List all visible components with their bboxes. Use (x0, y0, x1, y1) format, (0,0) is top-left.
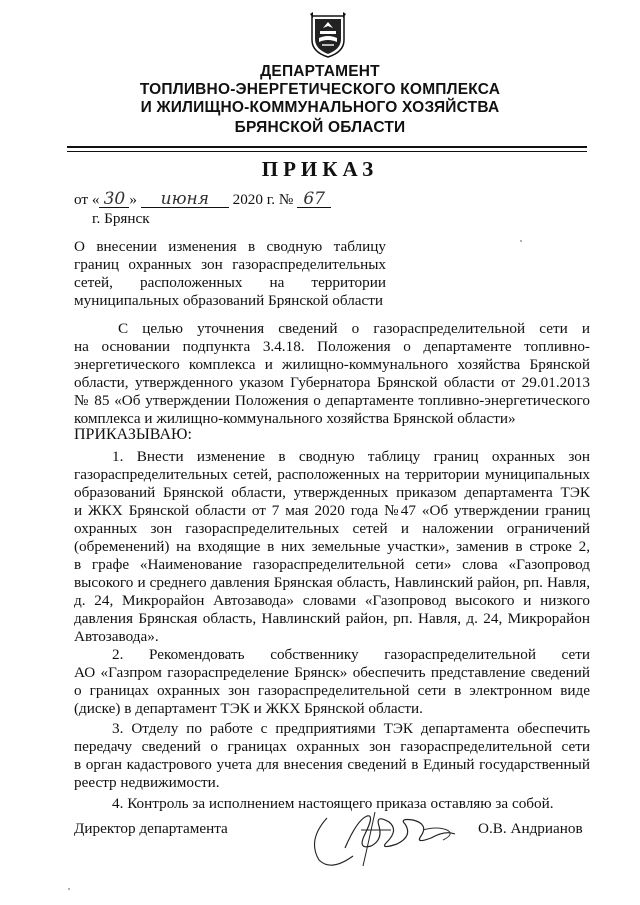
item-1-line: давления Брянская область, Навлинский район, рп. Навля, д. 24, Микрорайон (74, 610, 590, 627)
item-2-line: (диске) в департамент ТЭК и ЖКХ Брянской области. (74, 700, 423, 717)
preamble-line: С целью уточнения сведений о газораспределительной сети и (118, 320, 590, 337)
document-title: ПРИКАЗ (261, 157, 379, 181)
item-1-line: и ЖКХ Брянской области от 7 мая 2020 года №47 «Об утверждении границ (74, 502, 590, 519)
number-sign: № (278, 191, 294, 208)
item-3-line: 3. Отделу по работе с предприятиями ТЭК департамента обеспечить (112, 720, 590, 737)
item-1-line: газораспределительных сетей, расположенных на территории муниципальных (74, 466, 590, 483)
handwritten-day: 30 (99, 192, 129, 208)
date-prefix: от (74, 191, 89, 208)
director-label: Директор департамента (74, 820, 228, 837)
preamble-line: № 85 «Об утверждении Положения о департаменте топливно-энергетического (74, 392, 590, 409)
director-name: О.В. Андрианов (478, 820, 583, 837)
item-1-line: (обременений) на входящие в них земельные участки», заменив в строке 2, (74, 538, 590, 555)
department-name-line-2: ТОПЛИВНО-ЭНЕРГЕТИЧЕСКОГО КОМПЛЕКСА (139, 81, 501, 98)
item-2-line: о границах охранных зон газораспределительной сети в электронном виде (74, 682, 590, 699)
scan-speck (68, 888, 70, 890)
coat-of-arms-icon (309, 12, 347, 58)
quote-close: » (129, 191, 138, 208)
item-4-line: 4. Контроль за исполнением настоящего приказа оставляю за собой. (112, 795, 554, 812)
preamble-line: комплекса и жилищно-коммунального хозяйства Брянской области» (74, 410, 516, 427)
year: 2020 г. (232, 191, 276, 208)
item-1-line: охранных зон газораспределительных сетей и наложении ограничений (74, 520, 590, 537)
date-line (74, 191, 331, 209)
department-name-line-4: БРЯНСКОЙ ОБЛАСТИ (234, 119, 406, 136)
signature-icon (305, 800, 475, 872)
department-name-line-1: ДЕПАРТАМЕНТ (260, 63, 380, 80)
subject-line: сетей, расположенных на территории (74, 274, 386, 291)
item-3-line: передачу сведений о границах охранных зон газораспределительной сети (74, 738, 590, 755)
preamble-line: области, утвержденного указом Губернатора Брянской области от 29.01.2013 (74, 374, 590, 391)
subject-line: муниципальных образований Брянской области (74, 292, 384, 309)
handwritten-month: июня (141, 192, 229, 208)
item-3-line: реестр недвижимости. (74, 774, 220, 791)
item-1-line: Автозавода». (74, 628, 159, 645)
subject-line: О внесении изменения в сводную таблицу (74, 238, 386, 255)
item-1-line: в графе «Наименование газораспределительной сети» слова «Газопровод (74, 556, 590, 573)
preamble-line: энергетического комплекса и жилищно-коммунального хозяйства Брянской (74, 356, 590, 373)
subject-line: границ охранных зон газораспределительных (74, 256, 386, 273)
preamble-line: на основании подпункта 3.4.18. Положения о департаменте топливно- (74, 338, 590, 355)
quote-open: « (91, 191, 100, 208)
header-divider-thick (67, 146, 587, 148)
header-divider-thin (67, 151, 587, 152)
department-name-line-3: И ЖИЛИЩНО-КОММУНАЛЬНОГО ХОЗЯЙСТВА (140, 99, 500, 116)
item-2-line: АО «Газпром газораспределение Брянск» обеспечить представление сведений (74, 664, 590, 681)
item-1-line: 1. Внести изменение в сводную таблицу границ охранных зон (112, 448, 590, 465)
item-1-line: образований Брянской области, утвержденных приказом департамента ТЭК (74, 484, 590, 501)
item-1-line: д. 24, Микрорайон Автозавода» словами «Газопровод высокого и низкого (74, 592, 590, 609)
city: г. Брянск (92, 210, 150, 227)
orders-word: ПРИКАЗЫВАЮ: (74, 426, 192, 443)
scan-speck (520, 240, 522, 242)
item-3-line: в орган кадастрового учета для внесения сведений в Единый государственный (74, 756, 590, 773)
item-2-line: 2. Рекомендовать собственнику газораспределительной сети (112, 646, 590, 663)
item-1-line: высокого и среднего давления Брянская область, Навлинский район, рп. Навля, (74, 574, 590, 591)
handwritten-number: 67 (297, 192, 331, 208)
